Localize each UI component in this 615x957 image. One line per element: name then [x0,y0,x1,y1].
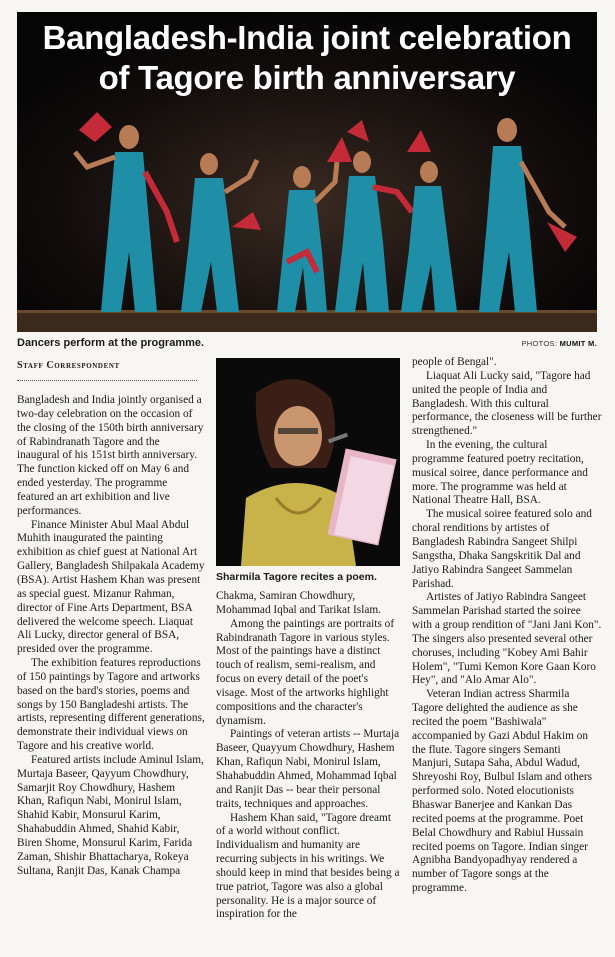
photo-credit-name: MUMIT M. [559,339,597,348]
paragraph: The exhibition features reproductions of 150 paintings by Tagore and artworks based on the bard's stories, poems and songs by 150 Bangladeshi artists. The artists, representing different generations, demonstrate their individual views on Tagore and his creative world. [17,657,205,753]
headline-line-2: of Tagore birth anniversary [98,59,516,96]
photo-credit [521,339,597,348]
paragraph: In the evening, the cultural programme featured poetry recitation, musical soiree, dance performance and more. The programme was held at National Theatre Hall, BSA. [412,439,588,507]
article-column-1 [17,394,205,879]
paragraph: Artistes of Jatiyo Rabindra Sangeet Sammelan Parishad started the soiree with a group rendition of "Jani Jani Kon". The singers also presented several other choruses, including "Kobey Ami Bahir Holem", "Tumi Kemon Kore Gaan Koro Hey", and "Alo Amar Alo". [412,591,602,687]
paragraph: Chakma, Samiran Chowdhury, Mohammad Iqbal and Tarikat Islam. [216,590,381,616]
paragraph: Among the paintings are portraits of Rabindranath Tagore in various styles. Most of the paintings have a distinct touch of realism, semi-realism, and focus on every detail of the poet's visage. Most of the artworks highlight compositions and the character's dynamism. [216,617,395,727]
sharmila-illustration [216,358,400,566]
paragraph: people of Bengal". [412,356,497,368]
headline [17,18,597,98]
article-column-2 [216,590,400,922]
photo-credit-label: PHOTOS: [521,339,558,348]
paragraph: Bangladesh and India jointly organised a two-day celebration on the occasion of the closing of the 150th birth anniversary of Rabindranath Tagore and the inaugural of his 151st birth anniversary. The function kicked off on May 6 and ended yesterday. The programme featured an art exhibition and live performances. [17,394,204,517]
paragraph: Finance Minister Abul Maal Abdul Muhith inaugurated the painting exhibition as chief guest at National Art Gallery, Bangladesh Shilpakala Academy (BSA). Artist Hashem Khan was present as special guest. Mizanur Rahman, director of Fine Arts Department, BSA delivered the welcome speech. Liaquat Ali Lucky, director general of BSA, presided over the programme. [17,518,205,656]
byline: Staff Correspondent [17,360,120,371]
paragraph: Paintings of veteran artists -- Murtaja Baseer, Quayyum Chowdhury, Hashem Khan, Rafiqun Nabi, Monirul Islam, Shahabuddin Ahmed, Mohammad Iqbal and Ranjit Das -- bear their personal traits, techniques and approaches. [216,728,400,810]
article-column-3 [412,356,602,896]
paragraph: The musical soiree featured solo and choral renditions by artistes of Bangladesh Rabindra Sangeet Shilpi Sangstha, Dhaka Sangskritik Dal and Jatiyo Rabindra Sangeet Sammelan Parishad. [412,508,592,590]
main-photo-caption-row [17,335,597,351]
paragraph: Liaquat Ali Lucky said, "Tagore had united the people of India and Bangladesh. With this cultural performance, the closeness will be further strengthened." [412,369,602,438]
paragraph: Featured artists include Aminul Islam, Murtaja Baseer, Qayyum Chowdhury, Samarjit Roy Chowdhury, Hashem Khan, Rafiqun Nabi, Monirul Islam, Shahid Kabir, Monsurul Karim, Shahabuddin Ahmed, Shahid Kabir, Biren Shome, Monsurul Karim, Farida Zaman, Shishir Bhattacharya, Rokeya Sultana, Ranjit Das, Kanak Champa [17,753,204,877]
inset-photo-caption: Sharmila Tagore recites a poem. [216,571,377,583]
main-photo [17,12,597,332]
paragraph: Veteran Indian actress Sharmila Tagore delighted the audience as she recited the poem "Bashiwala" accompanied by Gazi Abdul Hakim on the flute. Tagore singers Semanti Manjuri, Sutapa Saha, Abdul Wadud, Shreyoshi Roy, Bulbul Islam and others performed solo. Noted elocutionists Bhaswar Banerjee and Kankan Das recited poems at the programme. Poet Belal Chowdhury and Rabiul Hussain recited poems on Tagore. Indian singer Agnibha Bandyopadhyay rendered a number of Tagore songs at the programme. [412,688,593,895]
headline-line-1: Bangladesh-India joint celebration [42,19,572,56]
paragraph: Hashem Khan said, "Tagore dreamt of a world without conflict. Individualism and humanity are recurring subjects in his writings. We should keep in mind that besides being a true patriot, Tagore was also a global personality. He is a major source of inspiration for the [216,811,400,921]
byline-divider [17,380,197,381]
main-photo-caption: Dancers perform at the programme. [17,337,205,349]
inset-photo [216,358,400,566]
